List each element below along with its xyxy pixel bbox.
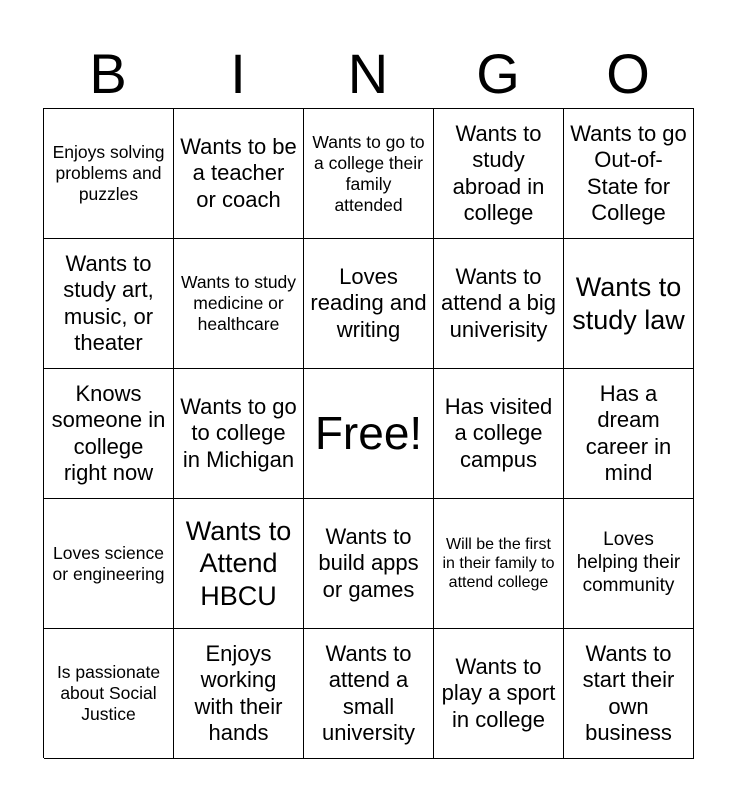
cell-text: Enjoys working with their hands (194, 640, 283, 745)
free-space-text: Free! (314, 406, 423, 459)
cell-text: Has a dream career in mind (585, 380, 672, 485)
cell-text: Wants to start their own business (582, 640, 675, 745)
header-letter-b: B (89, 42, 127, 105)
bingo-cell-r2c2[interactable] (174, 239, 304, 369)
cell-text: Enjoys solving problems and puzzles (52, 142, 165, 204)
cell-text: Is passionate about Social Justice (56, 662, 161, 724)
bingo-header (43, 40, 693, 108)
cell-text: Wants to attend a big univerisity (441, 263, 556, 342)
bingo-cell-r3c5[interactable] (564, 369, 694, 499)
bingo-cell-free[interactable] (304, 369, 434, 499)
bingo-cell-r3c4[interactable] (434, 369, 564, 499)
bingo-cell-r4c2[interactable] (174, 499, 304, 629)
header-letter-o: O (606, 42, 650, 105)
bingo-cell-r5c1[interactable] (44, 629, 174, 759)
bingo-cell-r4c1[interactable] (44, 499, 174, 629)
cell-text: Wants to Attend HBCU (185, 515, 292, 611)
bingo-cell-r5c2[interactable] (174, 629, 304, 759)
bingo-cell-r2c3[interactable] (304, 239, 434, 369)
bingo-cell-r4c4[interactable] (434, 499, 564, 629)
bingo-cell-r4c5[interactable] (564, 499, 694, 629)
cell-text: Wants to study art, music, or theater (63, 250, 154, 355)
header-letter-g: G (476, 42, 520, 105)
header-letter-n: N (347, 42, 389, 105)
cell-text: Wants to be a teacher or coach (180, 133, 297, 212)
cell-text: Will be the first in their family to attend college (442, 535, 555, 592)
bingo-cell-r4c3[interactable] (304, 499, 434, 629)
cell-text: Loves science or engineering (52, 542, 165, 584)
bingo-cell-r3c2[interactable] (174, 369, 304, 499)
bingo-board (43, 108, 694, 758)
bingo-cell-r1c4[interactable] (434, 109, 564, 239)
cell-text: Wants to study medicine or healthcare (180, 272, 297, 334)
cell-text: Knows someone in college right now (51, 380, 166, 485)
bingo-cell-r2c4[interactable] (434, 239, 564, 369)
cell-text: Wants to go to college in Michigan (180, 393, 297, 472)
cell-text: Wants to play a sport in college (441, 653, 556, 732)
bingo-cell-r2c5[interactable] (564, 239, 694, 369)
header-letter-i: I (230, 42, 246, 105)
cell-text: Loves helping their community (576, 529, 681, 596)
cell-text: Has visited a college campus (444, 393, 553, 472)
bingo-cell-r5c4[interactable] (434, 629, 564, 759)
bingo-cell-r3c1[interactable] (44, 369, 174, 499)
cell-text: Wants to build apps or games (318, 523, 419, 602)
bingo-cell-r1c2[interactable] (174, 109, 304, 239)
cell-text: Loves reading and writing (310, 263, 427, 342)
cell-text: Wants to study abroad in college (452, 120, 545, 225)
cell-text: Wants to go Out-of-State for College (570, 120, 687, 225)
bingo-cell-r5c3[interactable] (304, 629, 434, 759)
cell-text: Wants to attend a small university (322, 640, 415, 745)
bingo-cell-r5c5[interactable] (564, 629, 694, 759)
cell-text: Wants to go to a college their family attended (312, 131, 425, 215)
cell-text: Wants to study law (572, 272, 685, 335)
bingo-cell-r1c3[interactable] (304, 109, 434, 239)
bingo-cell-r1c1[interactable] (44, 109, 174, 239)
bingo-cell-r2c1[interactable] (44, 239, 174, 369)
bingo-cell-r1c5[interactable] (564, 109, 694, 239)
